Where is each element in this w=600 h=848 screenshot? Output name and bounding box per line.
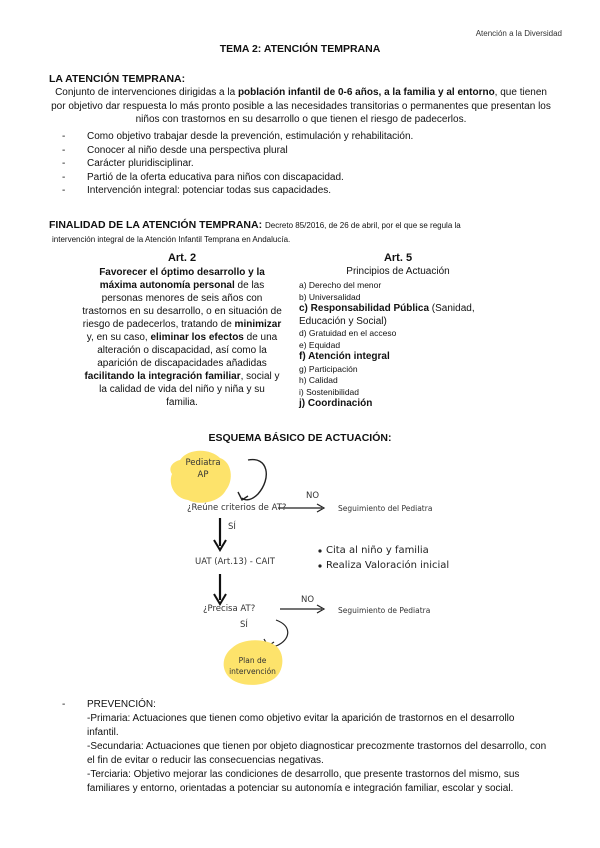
curve-arrow-1 bbox=[242, 460, 266, 500]
art2-title: Art. 2 bbox=[167, 252, 197, 264]
principle-i: i) Sostenibilidad bbox=[299, 386, 360, 397]
question-criterios: ¿Reúne criterios de AT? bbox=[187, 503, 287, 513]
plan-label-2: intervención bbox=[229, 667, 276, 676]
section-heading-atencion-temprana: LA ATENCIÓN TEMPRANA: bbox=[49, 73, 186, 85]
plan-label bbox=[220, 655, 285, 677]
characteristics-list bbox=[62, 130, 542, 198]
prevention-heading: - PREVENCIÓN: bbox=[62, 698, 542, 712]
prevention-list bbox=[62, 698, 542, 712]
principle-c-rest: (Sanidad, Educación y Social) bbox=[299, 303, 475, 327]
list-item: - Partió de la oferta educativa para niños con discapacidad. bbox=[62, 171, 542, 185]
list-item: - Carácter pluridisciplinar. bbox=[62, 157, 542, 171]
pediatra-label bbox=[168, 457, 238, 481]
question-precisa: ¿Precisa AT? bbox=[203, 604, 256, 614]
art2-text-3: de una alteración o discapacidad, así como la aparición de discapacidades añadidas bbox=[97, 332, 278, 369]
seguimiento-1: Seguimiento del Pediatra bbox=[338, 504, 433, 513]
section-heading-finalidad bbox=[49, 219, 461, 231]
art2-text-2: y, en su caso, bbox=[86, 332, 151, 343]
principle-a: a) Derecho del menor bbox=[299, 280, 382, 290]
art5-title: Art. 5 bbox=[383, 252, 413, 264]
art2-bold-1: Favorecer el óptimo desarrollo y la máxima autonomía personal bbox=[99, 267, 265, 291]
page-title: TEMA 2: ATENCIÓN TEMPRANA bbox=[219, 43, 381, 55]
valoracion-inicial: Realiza Valoración inicial bbox=[326, 560, 450, 571]
decree-line-1: Decreto 85/2016, de 26 de abril, por el que se regula la bbox=[265, 221, 461, 230]
definition-text-2: , que tienen por objetivo dar respuesta lo más pronto posible a las necesidades transitorias o permanentes que presentan los niños con trastornos en su desarrollo o que tienen el riesgo de padecerlos. bbox=[51, 87, 551, 125]
seguimiento-2: Seguimiento de Pediatra bbox=[338, 606, 431, 615]
bullet-dot bbox=[318, 549, 321, 552]
prevention-secundaria: -Secundaria: Actuaciones que tienen por objeto diagnosticar precozmente trastornos del desarrollo, con el fin de evitar o reducir las consecuencias negativas. bbox=[87, 741, 547, 766]
decree-line-2: intervención integral de la Atención Infantil Temprana en Andalucía. bbox=[52, 235, 291, 244]
pediatra-label-2: AP bbox=[197, 470, 209, 480]
principle-j: j) Coordinación bbox=[299, 398, 373, 409]
art5-subtitle: Principios de Actuación bbox=[346, 266, 450, 277]
principle-d: d) Gratuidad en el acceso bbox=[299, 328, 397, 338]
scheme-heading: ESQUEMA BÁSICO DE ACTUACIÓN: bbox=[208, 432, 392, 444]
principle-b: b) Universalidad bbox=[299, 291, 361, 302]
no-label-1: NO bbox=[306, 491, 320, 501]
definition-paragraph bbox=[47, 86, 555, 127]
principle-c bbox=[299, 303, 509, 328]
art5-principles bbox=[299, 280, 509, 411]
art2-bold-3: eliminar los efectos bbox=[150, 332, 244, 343]
definition-bold: población infantil de 0-6 años, a la familia y al entorno bbox=[237, 87, 495, 98]
principle-f: f) Atención integral bbox=[299, 351, 390, 362]
no-label-2: NO bbox=[301, 595, 315, 605]
art2-text-4: , social y la calidad de vida del niño y niña y su familia. bbox=[99, 371, 280, 408]
list-item: - Intervención integral: potenciar todas sus capacidades. bbox=[62, 184, 542, 198]
principle-c-bold: c) Responsabilidad Pública bbox=[299, 303, 430, 314]
art2-text-1: de las personas menores de seis años con trastornos en su desarrollo, o en situación de riesgo de padecerlos, tratando de bbox=[82, 280, 282, 330]
principle-h: h) Calidad bbox=[299, 375, 338, 385]
bullet-dot bbox=[318, 564, 321, 567]
list-item: - Conocer al niño desde una perspectiva plural bbox=[62, 144, 542, 158]
principle-e: e) Equidad bbox=[299, 339, 341, 350]
prevention-terciaria: -Terciaria: Objetivo mejorar las condiciones de desarrollo, que presente trastornos del mismo, sus familiares y entorno, orientadas a potenciar su autonomía e integración familiar, escolar y social. bbox=[87, 769, 520, 794]
uat-cait: UAT (Art.13) - CAIT bbox=[195, 557, 275, 567]
prevention-primaria: -Primaria: Actuaciones que tienen como objetivo evitar la aparición de trastornos en el desarrollo infantil. bbox=[87, 713, 515, 738]
curve-arrow-1-head bbox=[238, 492, 248, 500]
running-header: Atención a la Diversidad bbox=[475, 29, 562, 38]
cita-familia: Cita al niño y familia bbox=[326, 545, 429, 556]
si-label-1: SÍ bbox=[228, 522, 236, 532]
curve-arrow-2 bbox=[268, 620, 288, 646]
art2-bold-4: facilitando la integración familiar bbox=[84, 371, 241, 382]
list-item: - Como objetivo trabajar desde la prevención, estimulación y rehabilitación. bbox=[62, 130, 542, 144]
art2-body bbox=[82, 266, 282, 409]
definition-text-1: Conjunto de intervenciones dirigidas a la bbox=[55, 87, 238, 98]
finalidad-heading-text: FINALIDAD DE LA ATENCIÓN TEMPRANA: bbox=[49, 219, 263, 231]
prevention-details bbox=[87, 712, 547, 796]
plan-label-1: Plan de bbox=[238, 656, 267, 665]
art2-bold-2: minimizar bbox=[234, 319, 282, 330]
principle-g: g) Participación bbox=[299, 363, 358, 374]
pediatra-label-1: Pediatra bbox=[185, 458, 221, 468]
si-label-2: SÍ bbox=[240, 620, 248, 630]
